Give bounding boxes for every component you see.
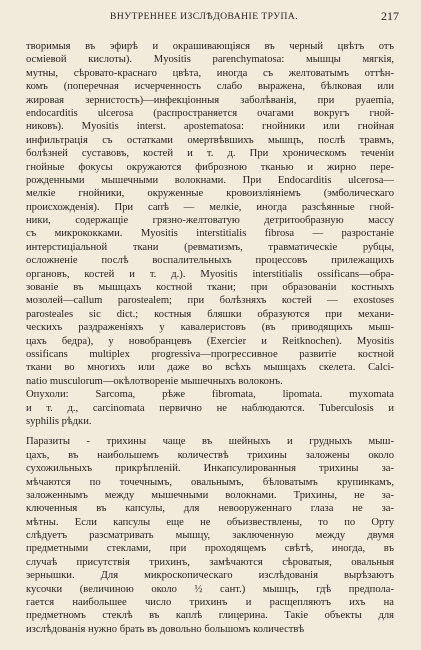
- text-line: мѣчаются по точечнымъ, овальнымъ, бѣловатымъ крупинкамъ,: [26, 476, 394, 488]
- text-line: Паразиты - трихины чаще въ шейныхъ и грудныхъ мыш-: [26, 436, 394, 448]
- text-line: мутны, сѣровато-краснаго цвѣта, иногда съ желтоватымъ оттѣн-: [26, 67, 394, 79]
- text-line: происхожденія). При сапѣ — мелкіе, иногда разсѣянные гной-: [26, 201, 394, 213]
- text-line: кусочки (величиною около ½ сант.) мышцъ, гдѣ предпола-: [26, 583, 394, 595]
- paragraph-parasites: [26, 435, 394, 636]
- text-line: endocarditis ulcerosa (распространяется очагами вокругъ гной-: [26, 107, 394, 119]
- text-line: цахъ бедра), у новобранцевъ (Exercier и Reitknochen). Myositis: [26, 335, 394, 347]
- text-line: творимыя въ эфирѣ и окрашивающіяся въ черный цвѣтъ отъ: [26, 41, 394, 52]
- text-line: parosteales sic dict.; костныя бляшки образуются при механи-: [26, 308, 394, 320]
- text-line: ossificans multiplex progressiva—прогрессивное развитіе костной: [26, 348, 394, 360]
- text-line: интерстиціальной ткани (ревматизмъ, травматическіе рубцы,: [26, 241, 394, 253]
- text-line: syphilis рѣдки.: [26, 415, 92, 427]
- text-line: случаѣ присутствія трихинъ, замѣчаются сѣроватыя, овальныя: [26, 556, 394, 568]
- text-line: цахъ, въ наибольшемъ количествѣ трихины заложены около: [26, 449, 394, 461]
- text-line: гнойные фокусы окружаются фиброзною тканью и жирно пере-: [26, 161, 394, 173]
- text-line: гается наибольшее число трихинъ и расщепляютъ ихъ на: [26, 597, 394, 609]
- text-line: съ микрококками. Myositis interstitialis fibrosa — разростаніе: [26, 228, 394, 240]
- text-line: никовъ). Myositis interst. apostematosa: гнойники или гнойная: [26, 121, 394, 133]
- page-number: 217: [381, 9, 399, 23]
- text-line: комъ (поперечная исчерченность слабо выражена, бѣлковая или: [26, 81, 394, 93]
- text-line: предметными стеклами, при проходящемъ свѣтѣ, иногда, въ: [26, 543, 394, 555]
- paragraph-myositis: [26, 40, 394, 428]
- text-line: ческихъ раздраженіяхъ у кавалеристовъ (въ приводящихъ мыш-: [26, 322, 394, 334]
- text-line: ники, содержащіе грязно-желтоватую детритообразную массу: [26, 215, 394, 227]
- text-line: Опухоли: Sarcoma, рѣже fibromata, lipomata. myxomata: [26, 389, 394, 401]
- text-line: болѣзней суставовъ, костей и т. д. При хроническомъ теченіи: [26, 148, 394, 160]
- text-line: зованіе въ мышцахъ костной ткани; при образованіи костныхъ: [26, 282, 394, 294]
- text-line: рожденными мышечными волокнами. При Endocarditis ulcerosa—: [26, 174, 394, 186]
- text-line: ключенныя въ капсулы, для невооруженнаго глаза не за-: [26, 503, 394, 515]
- text-line: слѣдуетъ разсматривать мышцу, заключенную между двумя: [26, 530, 394, 542]
- text-line: сухожильныхъ прикрѣпленій. Инкапсулированныя трихины за-: [26, 463, 394, 475]
- text-line: natio musculorum—окѣлотвореніе мышечныхъ волоконъ.: [26, 375, 283, 387]
- text-line: изслѣдованія нужно брать въ довольно большомъ количествѣ: [26, 623, 305, 635]
- text-line: мозолей—callum parostealem; при болѣзняхъ костей — exostoses: [26, 295, 394, 307]
- text-line: мелкіе гнойники, окруженные кровоизліяніемъ (эмболическаго: [26, 188, 394, 200]
- page-body: [26, 40, 394, 636]
- text-line: инфильтрація съ остатками омертвѣвшихъ мышцъ, послѣ травмъ,: [26, 134, 394, 146]
- text-line: и т. д., carcinomata первично не наблюдаются. Tuberculosis и: [26, 402, 394, 414]
- text-line: ткани во многихъ или даже во всѣхъ мышцахъ скелета. Calci-: [26, 362, 394, 374]
- running-title: ВНУТРЕННЕЕ ИЗСЛѢДОВАНІЕ ТРУПА.: [110, 11, 299, 22]
- text-line: зернышки. Для микроскопическаго изслѣдованія вырѣзаютъ: [26, 570, 394, 582]
- text-line: заложеннымъ между мышечными волокнами. Трихины, не за-: [26, 489, 394, 501]
- paragraph-gap: [26, 428, 394, 435]
- text-line: органовъ, костей и т. д.). Myositis interstitialis ossificans—обра-: [26, 268, 394, 280]
- text-line: жировая зернистость)—инфекціонныя заболѣванія, при pyaemia,: [26, 94, 394, 106]
- text-line: мѣтны. Если капсулы еще не объизвествлены, то по Орту: [26, 516, 394, 528]
- text-line: осміевой кислоты). Myositis parenchymatosa: мышцы мягкія,: [26, 54, 394, 66]
- text-line: осложненіе послѣ воспалительныхъ процессовъ прилежащихъ: [26, 255, 394, 267]
- text-line: предметномъ стеклѣ въ каплѣ глицерина. Такіе объекты для: [26, 610, 394, 622]
